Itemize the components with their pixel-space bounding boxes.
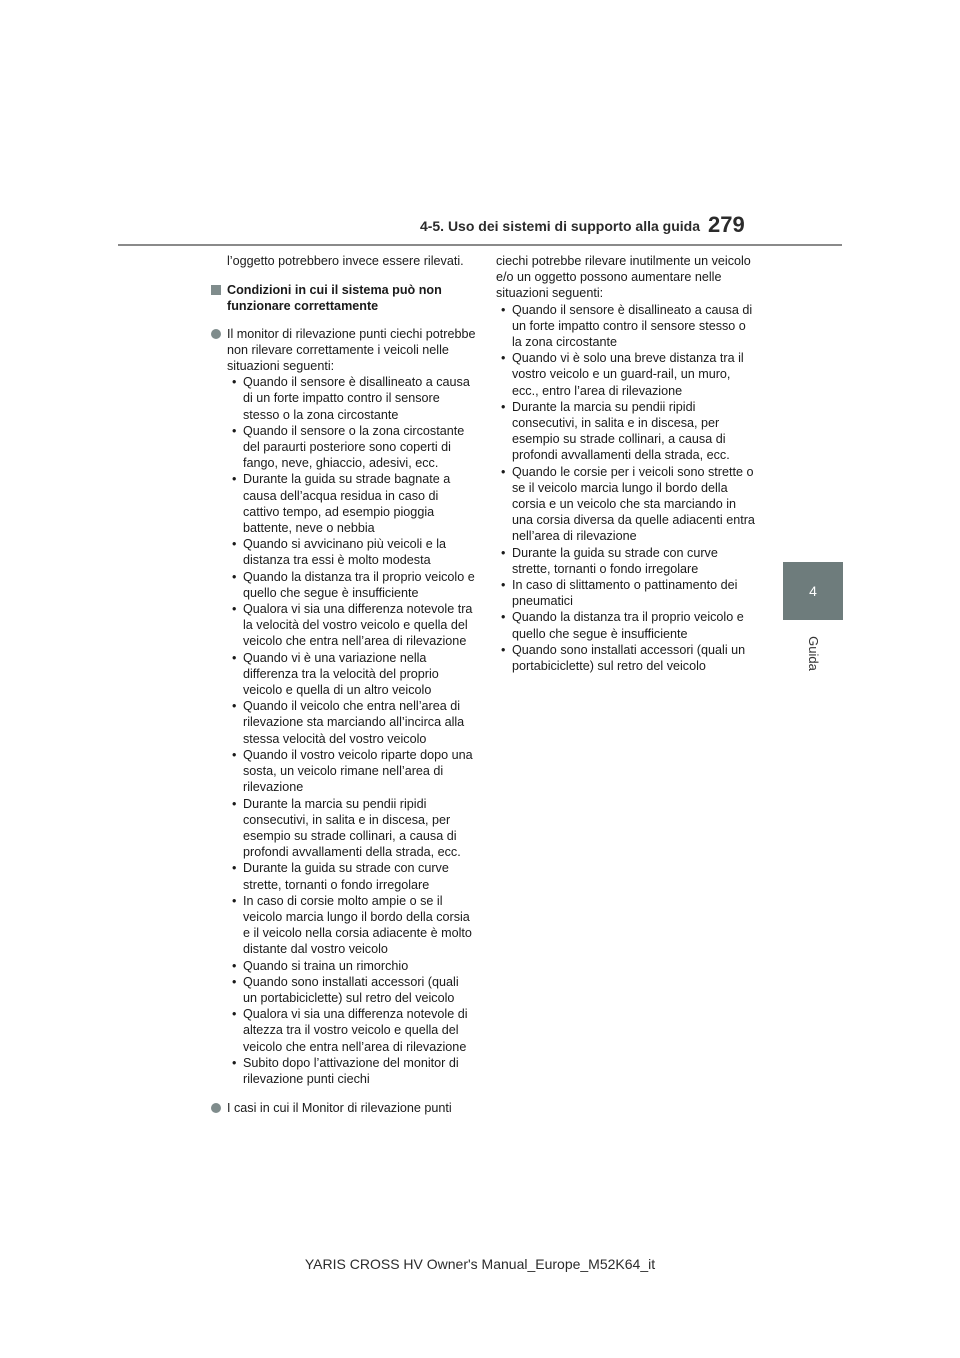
left-column	[211, 253, 476, 1116]
paragraph-1-list	[227, 374, 476, 1087]
list-item: • Quando il sensore o la zona circostante del paraurti posteriore sono coperti di fango, neve, ghiaccio, adesivi, ecc.	[227, 423, 476, 472]
list-item: • Durante la guida su strade bagnate a causa dell’acqua residua in caso di cattivo tempo, ad esempio pioggia battente, neve o nebbia	[227, 471, 476, 536]
paragraph-2-start: I casi in cui il Monitor di rilevazione punti	[227, 1101, 452, 1116]
continuation-text: l’oggetto potrebbero invece essere rilevati.	[227, 254, 464, 268]
list-item: • In caso di corsie molto ampie o se il veicolo marcia lungo il bordo della corsia e il veicolo nella corsia adiacente è molto distante dal vostro veicolo	[227, 893, 476, 958]
list-item: • Quando vi è solo una breve distanza tra il vostro veicolo e un guard-rail, un muro, ecc., entro l’area di rilevazione	[496, 350, 758, 399]
chapter-tab	[783, 562, 843, 620]
list-item: • Quando sono installati accessori (quali un portabiciclette) sul retro del veicolo	[496, 642, 758, 674]
chapter-number: 4	[809, 583, 817, 599]
right-column	[496, 253, 758, 674]
list-item: • Quando si avvicinano più veicoli e la distanza tra essi è molto modesta	[227, 536, 476, 568]
list-item: • Durante la marcia su pendii ripidi consecutivi, in salita e in discesa, per esempio su strade collinari, a causa di profondi avvallamenti della strada, ecc.	[496, 399, 758, 464]
list-item: • Quando il vostro veicolo riparte dopo una sosta, un veicolo rimane nell’area di rilevazione	[227, 747, 476, 796]
header-rule	[118, 244, 842, 246]
list-item: • Quando il sensore è disallineato a causa di un forte impatto contro il sensore stesso o la zona circostante	[227, 374, 476, 423]
list-item: • Quando si traina un rimorchio	[227, 958, 476, 974]
list-item: • Quando la distanza tra il proprio veicolo e quello che segue è insufficiente	[496, 609, 758, 641]
paragraph-2-list	[496, 302, 758, 675]
chapter-label-text: Guida	[805, 635, 821, 671]
circle-bullet-icon	[211, 1103, 221, 1113]
list-item: • Quando le corsie per i veicoli sono strette o se il veicolo marcia lungo il bordo della corsia e un veicolo che sta marciando in una corsia diversa da quelle adiacenti entra nell’area di rilevazione	[496, 464, 758, 545]
list-item: • Quando il veicolo che entra nell’area di rilevazione sta marciando all’incirca alla stessa velocità del vostro veicolo	[227, 698, 476, 747]
list-item: • Durante la guida su strade con curve strette, tornanti o fondo irregolare	[227, 860, 476, 892]
list-item: • Qualora vi sia una differenza notevole di altezza tra il vostro veicolo e quella del veicolo che entra nell’area di rilevazione	[227, 1006, 476, 1055]
page-number: 279	[708, 212, 745, 237]
list-item: • Durante la marcia su pendii ripidi consecutivi, in salita e in discesa, per esempio su strade collinari, a causa di profondi avvallamenti della strada, ecc.	[227, 796, 476, 861]
paragraph-2-continuation: ciechi potrebbe rilevare inutilmente un veicolo e/o un oggetto possono aumentare nelle situazioni seguenti:	[496, 254, 751, 301]
list-item: • In caso di slittamento o pattinamento dei pneumatici	[496, 577, 758, 609]
footer-text: YARIS CROSS HV Owner's Manual_Europe_M52K64_it	[304, 1256, 656, 1272]
paragraph-1	[211, 326, 476, 1088]
list-item: • Quando sono installati accessori (quali un portabiciclette) sul retro del veicolo	[227, 974, 476, 1006]
list-item: • Quando la distanza tra il proprio veicolo e quello che segue è insufficiente	[227, 569, 476, 601]
paragraph-2	[211, 1100, 476, 1116]
paragraph-1-intro: Il monitor di rilevazione punti ciechi potrebbe non rilevare correttamente i veicoli nelle situazioni seguenti:	[227, 326, 476, 374]
list-item: • Subito dopo l’attivazione del monitor di rilevazione punti ciechi	[227, 1055, 476, 1087]
circle-bullet-icon	[211, 329, 221, 339]
list-item: • Durante la guida su strade con curve strette, tornanti o fondo irregolare	[496, 545, 758, 577]
section-heading	[211, 282, 476, 314]
chapter-label	[786, 630, 840, 676]
list-item: • Qualora vi sia una differenza notevole tra la velocità del vostro veicolo e quella del veicolo che entra nell’area di rilevazione	[227, 601, 476, 650]
list-item: • Quando il sensore è disallineato a causa di un forte impatto contro il sensore stesso o la zona circostante	[496, 302, 758, 351]
list-item: • Quando vi è una variazione nella differenza tra la velocità del proprio veicolo e quella di un altro veicolo	[227, 650, 476, 699]
section-heading-text: Condizioni in cui il sistema può non funzionare correttamente	[227, 283, 442, 314]
square-bullet-icon	[211, 285, 221, 295]
section-title: 4-5. Uso dei sistemi di supporto alla guida	[419, 218, 700, 234]
